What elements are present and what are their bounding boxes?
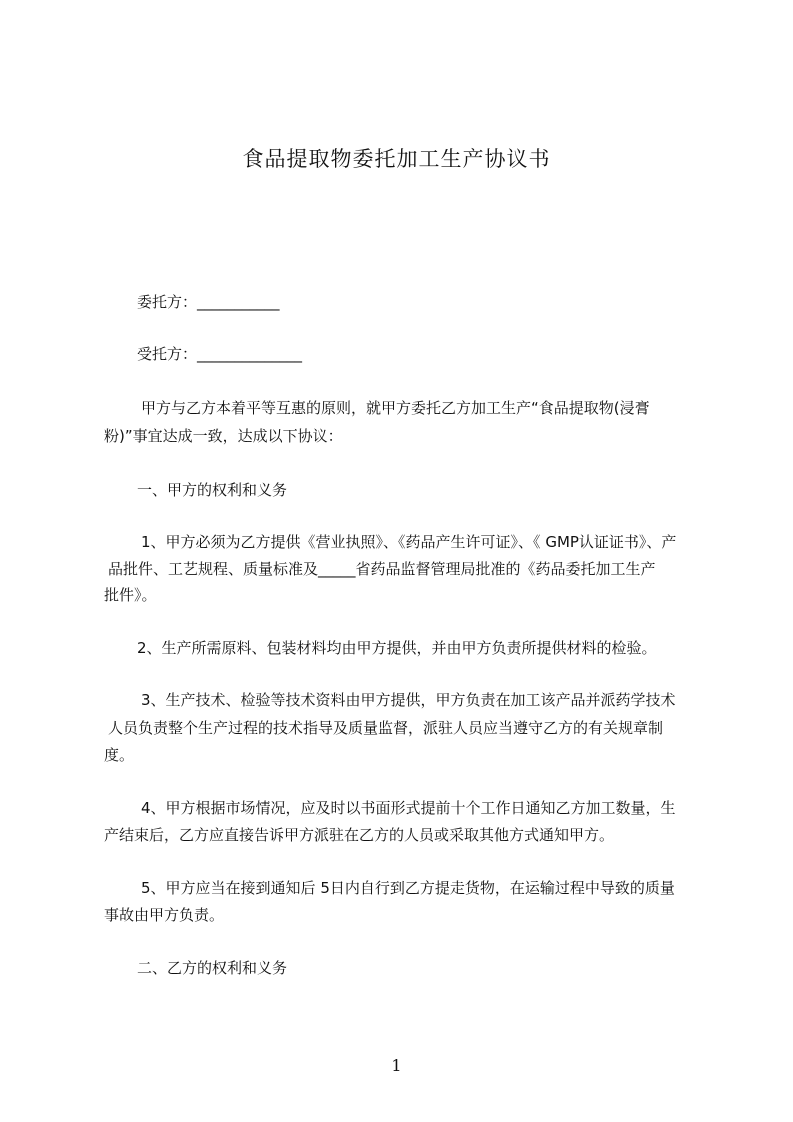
clause-1-line-3: 批件》。 <box>104 586 157 604</box>
clause-3-line-3: 度。 <box>104 746 135 764</box>
clause-1-line-2: 品批件、工艺规程、质量标准及_____省药品监督管理局批准的《药品委托加工生产 <box>108 560 656 578</box>
party-b-line: 受托方：______________ <box>137 345 303 363</box>
clause-4-line-2: 产结束后，乙方应直接告诉甲方派驻在乙方的人员或采取其他方式通知甲方。 <box>104 826 615 844</box>
clause-1-line-1: 1、甲方必须为乙方提供《营业执照》、《药品产生许可证》、《 GMP认证证书》、产 <box>141 533 677 551</box>
clause-4-line-1: 4、甲方根据市场情况，应及时以书面形式提前十个工作日通知乙方加工数量，生 <box>141 799 676 817</box>
clause-3-line-1: 3、生产技术、检验等技术资料由甲方提供，甲方负责在加工该产品并派药学技术 <box>141 691 676 709</box>
clause-3-line-2: 人员负责整个生产过程的技术指导及质量监督，派驻人员应当遵守乙方的有关规章制 <box>108 719 664 737</box>
document-title: 食品提取物委托加工生产协议书 <box>242 147 551 171</box>
section-2-heading: 二、乙方的权利和义务 <box>137 959 288 977</box>
clause-5-line-1: 5、甲方应当在接到通知后 5日内自行到乙方提走货物，在运输过程中导致的质量 <box>141 879 675 897</box>
intro-line-2: 粉)”事宜达成一致，达成以下协议： <box>104 427 343 445</box>
clause-2-line-1: 2、生产所需原料、包装材料均由甲方提供，并由甲方负责所提供材料的检验。 <box>137 639 657 657</box>
party-a-line: 委托方：___________ <box>137 293 280 311</box>
intro-line-1: 甲方与乙方本着平等互惠的原则，就甲方委托乙方加工生产“食品提取物(浸膏 <box>141 399 650 417</box>
section-1-heading: 一、甲方的权利和义务 <box>137 481 288 499</box>
clause-5-line-2: 事故由甲方负责。 <box>104 906 225 924</box>
page-number: 1 <box>391 1056 402 1075</box>
